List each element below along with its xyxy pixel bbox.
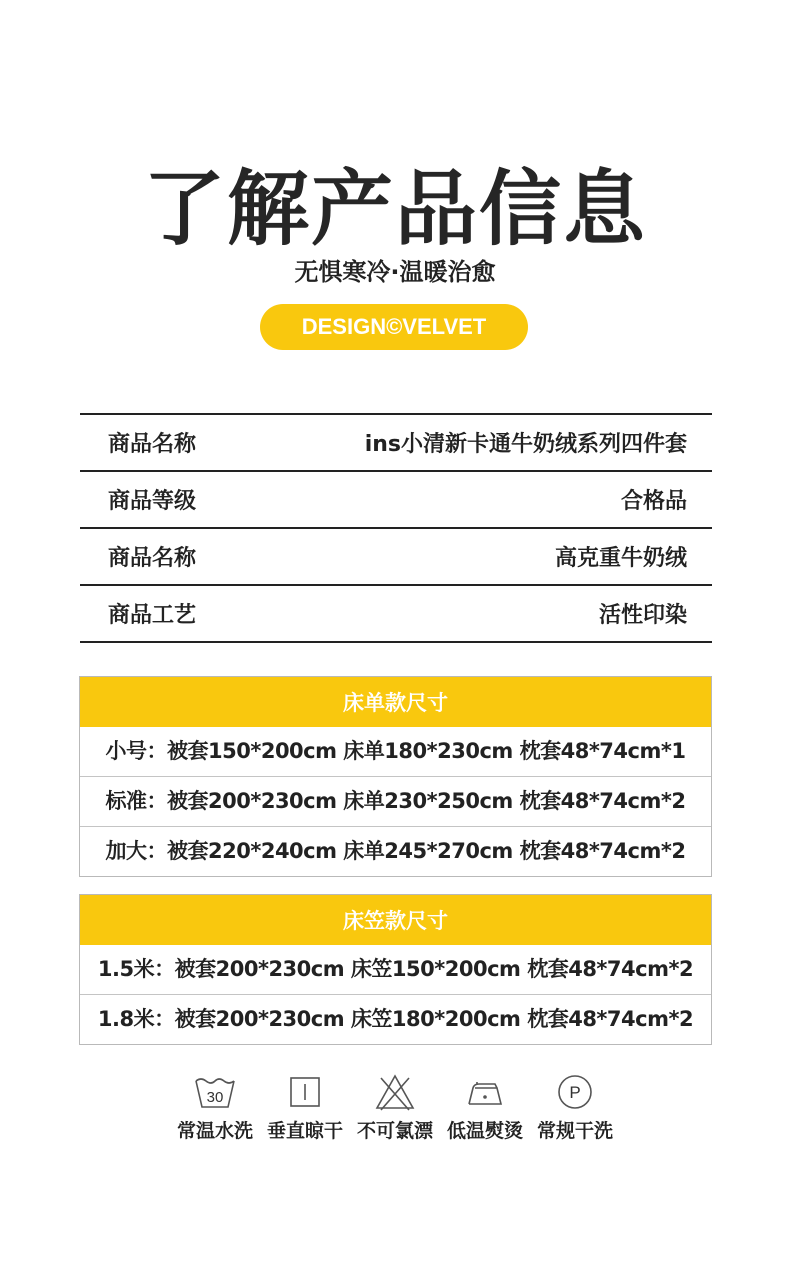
fitted-size-heading: 床笠款尺寸: [80, 895, 711, 945]
size-row: 加大：被套220*240cm 床单245*270cm 枕套48*74cm*2: [80, 826, 711, 876]
info-label: 商品名称: [108, 546, 197, 571]
product-info-table: [80, 413, 712, 643]
care-label: 常温水洗: [176, 1120, 253, 1142]
size-row: 1.5米：被套200*230cm 床笠150*200cm 枕套48*74cm*2: [97, 957, 694, 981]
info-row: [80, 472, 712, 529]
care-item-bleach: [350, 1072, 440, 1143]
info-value: ins小清新卡通牛奶绒系列四件套: [364, 432, 687, 457]
svg-text:30: 30: [206, 1089, 224, 1106]
info-row: [80, 529, 712, 586]
wash-30-icon: [193, 1072, 237, 1112]
info-row: [80, 586, 712, 643]
care-item-dryclean: [530, 1072, 620, 1143]
care-label: 垂直晾干: [266, 1120, 343, 1142]
care-item-wash: [170, 1072, 260, 1143]
fitted-size-table: [79, 894, 712, 1045]
size-row: 小号：被套150*200cm 床单180*230cm 枕套48*74cm*1: [105, 739, 686, 763]
dry-vertical-icon: [283, 1072, 327, 1112]
iron-low-icon: [463, 1072, 507, 1112]
info-label: 商品名称: [108, 432, 197, 457]
size-row: 1.8米：被套200*230cm 床笠180*200cm 枕套48*74cm*2: [80, 994, 711, 1044]
page-subtitle: 无惧寒冷·温暖治愈: [294, 258, 496, 286]
dry-clean-p-icon: [553, 1072, 597, 1112]
care-label: 常规干洗: [536, 1120, 613, 1142]
care-label: 低温熨烫: [446, 1120, 523, 1142]
size-row: 标准：被套200*230cm 床单230*250cm 枕套48*74cm*2: [80, 776, 711, 826]
info-row: [80, 415, 712, 472]
info-label: 商品工艺: [108, 603, 197, 628]
sheet-size-heading: 床单款尺寸: [80, 677, 711, 727]
care-item-iron: [440, 1072, 530, 1143]
care-item-dry: [260, 1072, 350, 1143]
info-label: 商品等级: [108, 489, 197, 514]
care-label: 不可氯漂: [356, 1120, 433, 1142]
info-value: 合格品: [620, 489, 687, 514]
page-title: 了解产品信息: [142, 162, 647, 257]
info-value: 活性印染: [598, 603, 687, 628]
no-bleach-icon: [373, 1072, 417, 1112]
sheet-size-table: [79, 676, 712, 877]
svg-text:P: P: [569, 1083, 581, 1102]
info-value: 高克重牛奶绒: [554, 546, 687, 571]
care-instructions: [0, 1072, 790, 1143]
brand-badge: DESIGN©VELVET: [260, 304, 528, 350]
